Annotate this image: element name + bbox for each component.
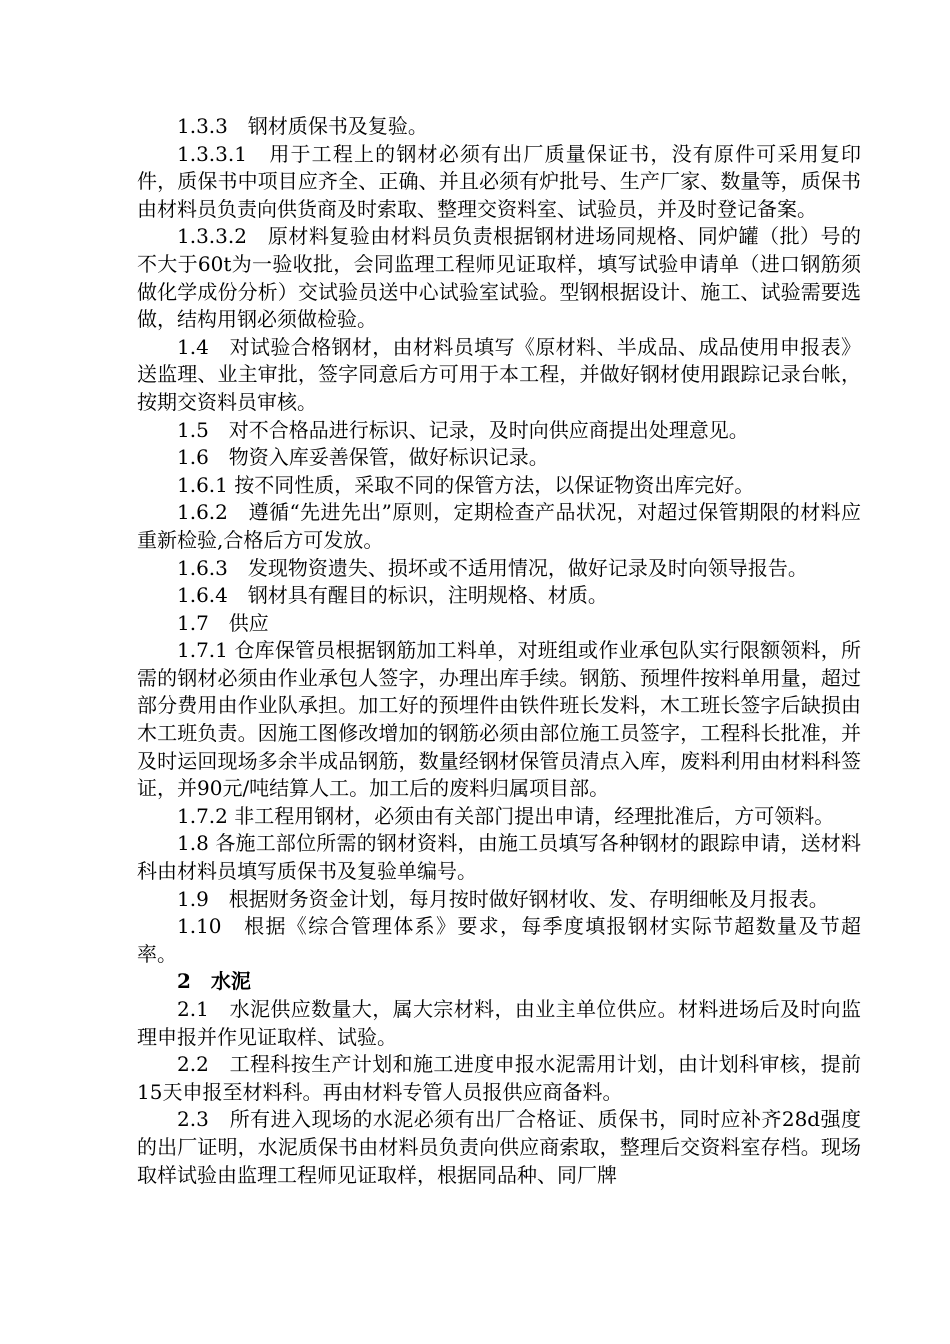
paragraph: 1.7 供应 (177, 610, 269, 635)
paragraph: 2.2 工程科按生产计划和施工进度申报水泥需用计划，由计划科审核，提前15天申报至材料科。再由材料专管人员报供应商备料。 (137, 1052, 861, 1104)
paragraph: 2.1 水泥供应数量大，属大宗材料，由业主单位供应。材料进场后及时向监理申报并作见证取样、试验。 (137, 997, 861, 1049)
section-heading: 2 水泥 (177, 969, 251, 994)
paragraph: 1.6.3 发现物资遗失、损坏或不适用情况，做好记录及时向领导报告。 (177, 555, 808, 580)
paragraph: 1.7.2 非工程用钢材，必须由有关部门提出申请，经理批准后，方可领料。 (177, 803, 835, 828)
paragraph: 1.3.3.1 用于工程上的钢材必须有出厂质量保证书，没有原件可采用复印件，质保书中项目应齐全、正确、并且必须有炉批号、生产厂家、数量等，质保书由材料员负责向供货商及时索取、整理交资料室、试验员，并及时登记备案。 (137, 141, 861, 221)
paragraph: 2.3 所有进入现场的水泥必须有出厂合格证、质保书，同时应补齐28d强度的出厂证明，水泥质保书由材料员负责向供应商索取，整理后交资料室存档。现场取样试验由监理工程师见证取样，根据同品种、同厂牌 (137, 1107, 861, 1187)
paragraph: 1.4 对试验合格钢材，由材料员填写《原材料、半成品、成品使用申报表》送监理、业主审批，签字同意后方可用于本工程，并做好钢材使用跟踪记录台帐，按期交资料员审核。 (137, 334, 861, 414)
paragraph: 1.10 根据《综合管理体系》要求，每季度填报钢材实际节超数量及节超率。 (137, 914, 861, 966)
paragraph: 1.5 对不合格品进行标识、记录，及时向供应商提出处理意见。 (177, 417, 749, 442)
document-body (137, 113, 861, 1189)
paragraph: 1.3.3.2 原材料复验由材料员负责根据钢材进场同规格、同炉罐（批）号的不大于60t为一验收批，会同监理工程师见证取样，填写试验申请单（进口钢筋须做化学成份分析）交试验员送中心试验室试验。型钢根据设计、施工、试验需要选做，结构用钢必须做检验。 (137, 224, 861, 332)
paragraph: 1.6.1 按不同性质，采取不同的保管方法，以保证物资出库完好。 (177, 472, 755, 497)
paragraph: 1.8 各施工部位所需的钢材资料，由施工员填写各种钢材的跟踪申请，送材料科由材料员填写质保书及复验单编号。 (137, 831, 861, 884)
paragraph: 1.3.3 钢材质保书及复验。 (177, 114, 428, 138)
paragraph: 1.9 根据财务资金计划，每月按时做好钢材收、发、存明细帐及月报表。 (177, 886, 829, 911)
paragraph: 1.6.2 遵循“先进先出”原则，定期检查产品状况，对超过保管期限的材料应重新检验,合格后方可发放。 (137, 500, 861, 552)
paragraph: 1.6.4 钢材具有醒目的标识，注明规格、材质。 (177, 583, 608, 608)
paragraph: 1.6 物资入库妥善保管，做好标识记录。 (177, 445, 549, 470)
paragraph: 1.7.1 仓库保管员根据钢筋加工料单，对班组或作业承包队实行限额领料，所需的钢材必须由作业承包人签字，办理出库手续。钢筋、预埋件按料单用量，超过部分费用由作业队承担。加工好的预埋件由铁件班长发料，木工班长签字后缺损由木工班负责。因施工图修改增加的钢筋必须由部位施工员签字，工程科长批准，并及时运回现场多余半成品钢筋，数量经钢材保管员清点入库，废料利用由材料科签证，并90元/吨结算人工。加工后的废料归属项目部。 (137, 638, 861, 801)
